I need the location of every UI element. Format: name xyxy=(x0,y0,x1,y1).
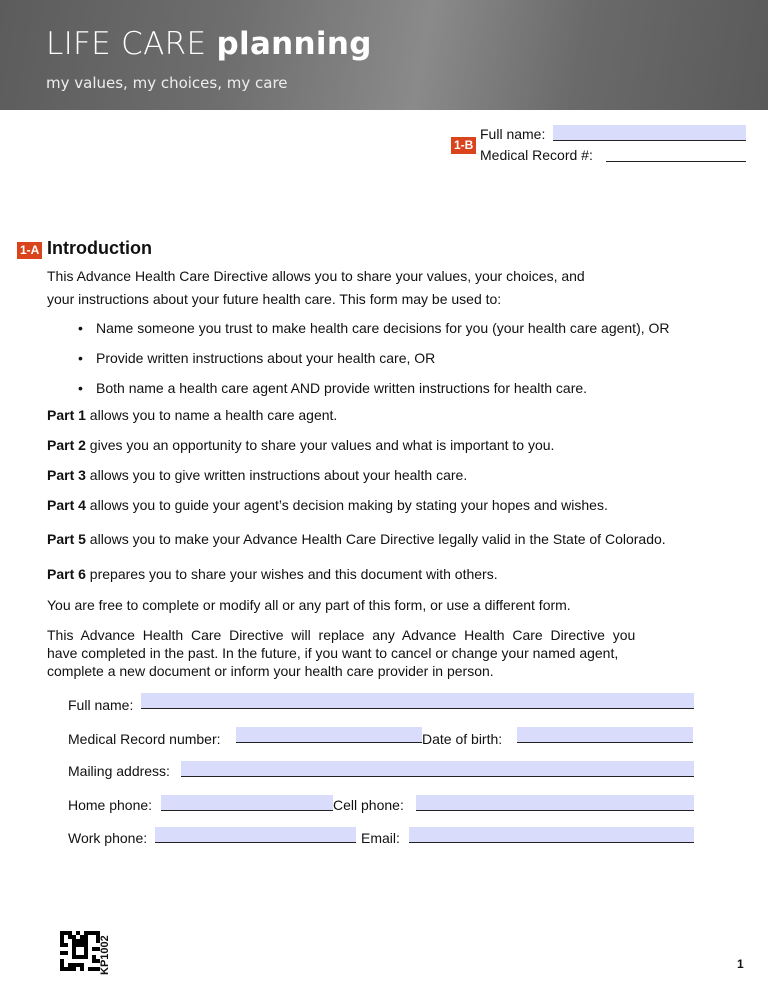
medical-record-field[interactable] xyxy=(236,727,422,743)
part-1-line xyxy=(47,405,727,425)
part-6-line xyxy=(47,564,727,584)
dob-field[interactable] xyxy=(517,727,693,743)
part-label: Part 2 xyxy=(47,437,86,453)
full-name-field[interactable] xyxy=(141,693,694,709)
part-text: allows you to give written instructions about your health care. xyxy=(85,467,468,483)
part-label: Part 5 xyxy=(47,531,86,547)
part-2-line xyxy=(47,435,727,455)
replace-line3: complete a new document or inform your health care provider in person. xyxy=(47,663,494,679)
list-item: • Provide written instructions about your health care, OR xyxy=(78,350,436,366)
list-item: • Name someone you trust to make health care decisions for you (your health care agent), OR xyxy=(78,320,670,336)
cell-phone-label: Cell phone: xyxy=(333,797,404,813)
cell-phone-field[interactable] xyxy=(416,795,694,811)
bullet-text: Name someone you trust to make health care decisions for you (your health care agent), OR xyxy=(96,320,670,336)
list-item: • Both name a health care agent AND provide written instructions for health care. xyxy=(78,380,588,396)
intro-para-line2: your instructions about your future health care. This form may be used to: xyxy=(47,291,502,307)
part-4-line xyxy=(47,495,727,515)
page-number: 1 xyxy=(737,957,744,971)
top-full-name-label: Full name: xyxy=(480,126,546,142)
home-phone-field[interactable] xyxy=(161,795,333,811)
part-5-line xyxy=(47,529,727,549)
medical-record-label: Medical Record number: xyxy=(68,731,221,747)
part-text: gives you an opportunity to share your values and what is important to you. xyxy=(85,437,555,453)
free-to-complete-text: You are free to complete or modify all or any part of this form, or use a different form. xyxy=(47,597,571,613)
section-tag-1b: 1-B xyxy=(451,137,476,154)
home-phone-label: Home phone: xyxy=(68,797,153,813)
dob-label: Date of birth: xyxy=(422,731,503,747)
barcode-icon xyxy=(60,931,100,971)
part-label: Part 3 xyxy=(47,467,86,483)
bullet-text: Both name a health care agent AND provide written instructions for health care. xyxy=(96,380,588,396)
header-title-light: LIFE CARE xyxy=(46,26,217,62)
replace-line2: have completed in the past. In the future, if you want to cancel or change your named agent, xyxy=(47,645,619,661)
part-text: allows you to name a health care agent. xyxy=(85,407,338,423)
part-text: prepares you to share your wishes and this document with others. xyxy=(85,566,498,582)
part-text: allows you to guide your agent’s decision making by stating your hopes and wishes. xyxy=(85,497,608,513)
email-field[interactable] xyxy=(409,827,694,843)
section-tag-1a: 1-A xyxy=(17,242,42,259)
top-medical-record-field[interactable] xyxy=(606,146,746,162)
intro-para-line1: This Advance Health Care Directive allows you to share your values, your choices, and xyxy=(47,268,585,284)
full-name-label: Full name: xyxy=(68,697,134,713)
work-phone-label: Work phone: xyxy=(68,830,148,846)
replace-line1: This Advance Health Care Directive will replace any Advance Health Care Directive you xyxy=(47,627,636,643)
header-title xyxy=(46,26,372,62)
mailing-address-field[interactable] xyxy=(181,761,694,777)
bullet-text: Provide written instructions about your health care, OR xyxy=(96,350,436,366)
email-label: Email: xyxy=(361,830,400,846)
header-banner xyxy=(0,0,768,110)
header-tagline: my values, my choices, my care xyxy=(46,74,288,92)
intro-heading: Introduction xyxy=(47,238,152,258)
top-full-name-field[interactable] xyxy=(553,125,746,141)
header-title-bold: planning xyxy=(216,26,372,62)
work-phone-field[interactable] xyxy=(155,827,356,843)
form-code: KP1002 xyxy=(99,935,111,975)
part-label: Part 1 xyxy=(47,407,86,423)
top-medical-record-label: Medical Record #: xyxy=(480,147,593,163)
part-label: Part 4 xyxy=(47,497,86,513)
mailing-address-label: Mailing address: xyxy=(68,763,170,779)
part-label: Part 6 xyxy=(47,566,86,582)
part-3-line xyxy=(47,465,727,485)
part-text: allows you to make your Advance Health Care Directive legally valid in the State of Colorado. xyxy=(85,531,666,547)
